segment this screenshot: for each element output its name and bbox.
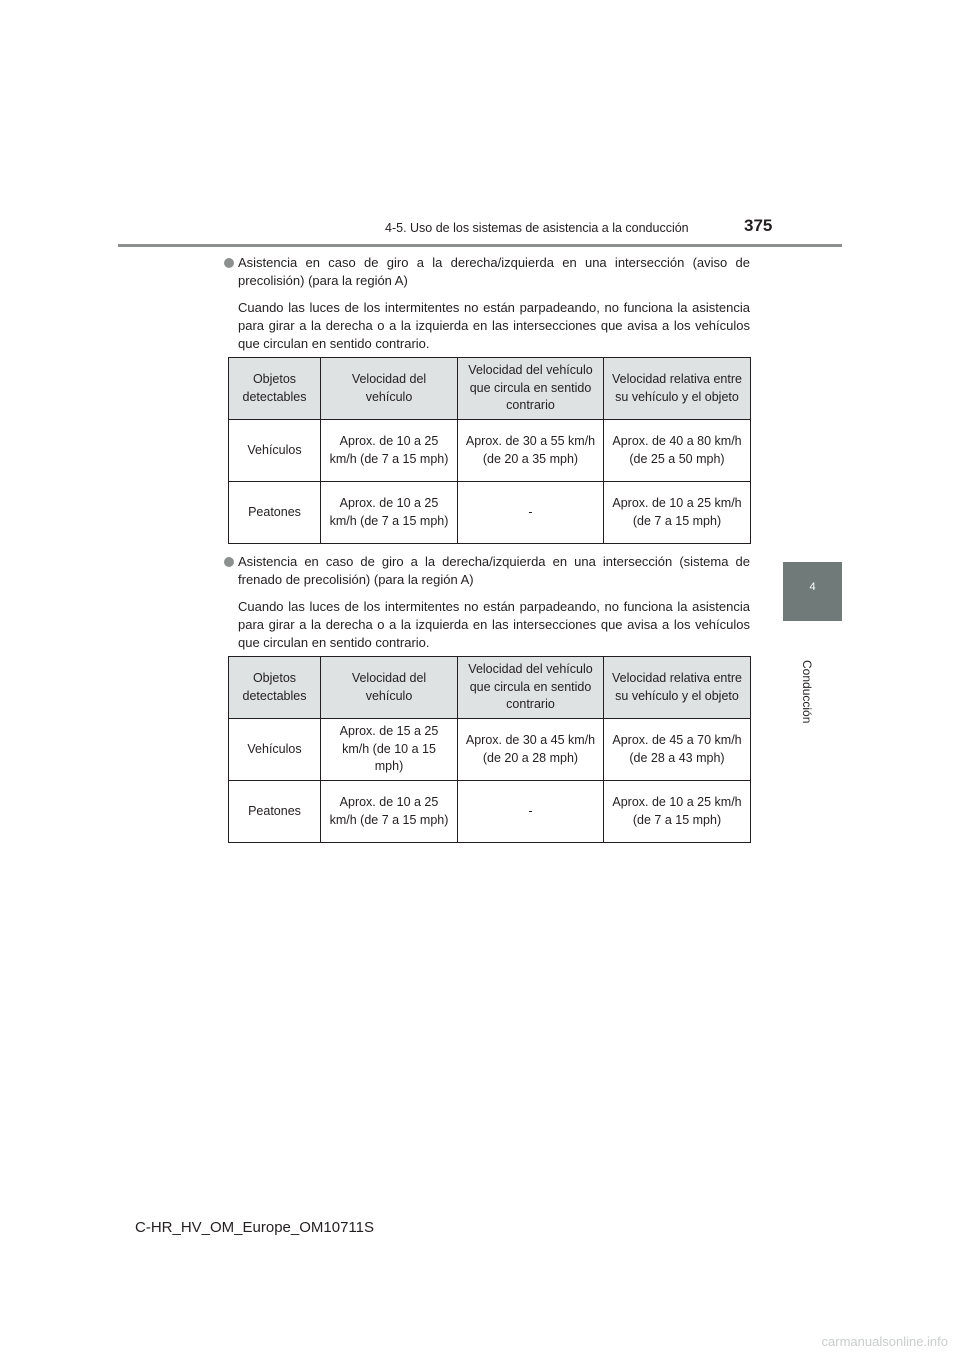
bullet-dot-icon <box>224 258 234 268</box>
header-cell: Velocidad del vehículo que circula en sentido contrario <box>458 358 604 420</box>
table-header-row <box>229 657 751 719</box>
table-cell: Aprox. de 10 a 25 km/h (de 7 a 15 mph) <box>321 420 458 482</box>
table-cell: Aprox. de 15 a 25 km/h (de 10 a 15 mph) <box>321 719 458 781</box>
header-cell: Velocidad del vehículo que circula en sentido contrario <box>458 657 604 719</box>
header-section-title: 4-5. Uso de los sistemas de asistencia a la conducción <box>385 221 689 235</box>
bullet-title <box>222 254 750 290</box>
table-cell: Vehículos <box>229 420 321 482</box>
bullet-title-text: Asistencia en caso de giro a la derecha/izquierda en una intersección (sistema de frenado de precolisión) (para la región A) <box>238 554 750 587</box>
header-cell: Velocidad del vehículo <box>321 657 458 719</box>
table-cell: - <box>458 781 604 843</box>
bullet-dot-icon <box>224 557 234 567</box>
table-cell: Aprox. de 40 a 80 km/h (de 25 a 50 mph) <box>604 420 751 482</box>
table-cell: Aprox. de 45 a 70 km/h (de 28 a 43 mph) <box>604 719 751 781</box>
header-cell: Velocidad del vehículo <box>321 358 458 420</box>
header-cell: Objetos detectables <box>229 657 321 719</box>
header-cell: Objetos detectables <box>229 358 321 420</box>
table-row <box>229 781 751 843</box>
page-number: 375 <box>744 216 773 235</box>
table-cell: Peatones <box>229 482 321 544</box>
bullet-body-text: Cuando las luces de los intermitentes no están parpadeando, no funciona la asistencia para girar a la derecha o a la izquierda en las intersecciones que avisa a los vehículos que circulan en sentido contrario. <box>238 300 750 351</box>
header-cell: Velocidad relativa entre su vehículo y el objeto <box>604 657 751 719</box>
bullet-title-text: Asistencia en caso de giro a la derecha/izquierda en una intersección (aviso de precolisión) (para la región A) <box>238 255 750 288</box>
header-cell: Velocidad relativa entre su vehículo y el objeto <box>604 358 751 420</box>
chapter-label: Conducción <box>800 660 814 724</box>
table-cell: Vehículos <box>229 719 321 781</box>
chapter-number: 4 <box>809 581 816 593</box>
table-cell: Aprox. de 30 a 55 km/h (de 20 a 35 mph) <box>458 420 604 482</box>
header-divider <box>118 244 842 247</box>
table-cell: Aprox. de 10 a 25 km/h (de 7 a 15 mph) <box>604 482 751 544</box>
table-cell: Peatones <box>229 781 321 843</box>
speed-table-braking <box>228 656 751 843</box>
table-row <box>229 420 751 482</box>
table-cell: Aprox. de 10 a 25 km/h (de 7 a 15 mph) <box>321 482 458 544</box>
chapter-tab <box>783 562 842 621</box>
table-row <box>229 482 751 544</box>
table-row <box>229 719 751 781</box>
table-cell: Aprox. de 30 a 45 km/h (de 20 a 28 mph) <box>458 719 604 781</box>
bullet-section-braking <box>222 553 750 652</box>
table-header-row <box>229 358 751 420</box>
table-cell: - <box>458 482 604 544</box>
watermark: carmanualsonline.info <box>821 1334 948 1349</box>
bullet-title <box>222 553 750 589</box>
table-cell: Aprox. de 10 a 25 km/h (de 7 a 15 mph) <box>321 781 458 843</box>
speed-table-warning <box>228 357 751 544</box>
bullet-body-text: Cuando las luces de los intermitentes no están parpadeando, no funciona la asistencia para girar a la derecha o a la izquierda en las intersecciones que avisa a los vehículos que circulan en sentido contrario. <box>238 599 750 650</box>
bullet-section-warning <box>222 254 750 353</box>
table-cell: Aprox. de 10 a 25 km/h (de 7 a 15 mph) <box>604 781 751 843</box>
footer-doc-id: C-HR_HV_OM_Europe_OM10711S <box>135 1219 374 1236</box>
